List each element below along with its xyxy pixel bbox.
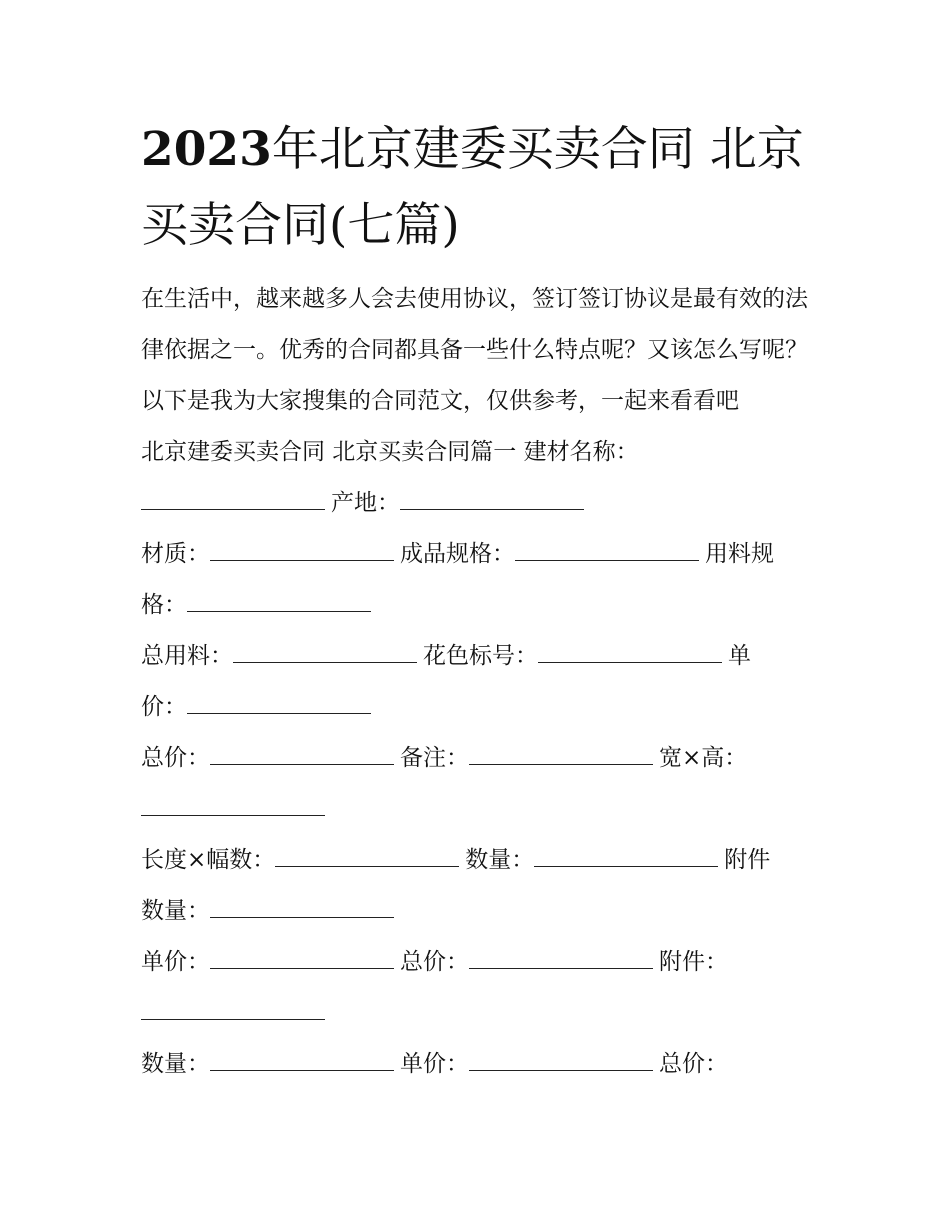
blank-line: [515, 559, 699, 561]
form-line-2: [141, 529, 813, 580]
label-total-price-3: 总价：: [659, 1051, 728, 1077]
label-attachment: 附件：: [659, 949, 728, 975]
label-attachment-qty-b: 数量：: [141, 898, 210, 924]
label-material-spec-b: 格：: [141, 592, 187, 618]
title-year: 2023: [141, 122, 272, 177]
title-text: 年北京建委买卖合同 北京买卖合同(七篇): [141, 122, 804, 253]
label-total-material: 总用料：: [141, 643, 233, 669]
label-unit-price-b: 价：: [141, 694, 187, 720]
blank-line: [210, 559, 394, 561]
label-color-code: 花色标号：: [423, 643, 538, 669]
blank-line: [233, 661, 417, 663]
label-product-spec: 成品规格：: [400, 541, 515, 567]
blank-line: [469, 1069, 653, 1071]
blank-line: [400, 508, 584, 510]
form-line-3: [141, 580, 813, 631]
label-attachment-a: 附件: [724, 847, 771, 873]
form-line-1: [141, 478, 813, 529]
blank-line: [210, 916, 394, 918]
blank-line: [469, 763, 653, 765]
label-unit-price-a: 单: [728, 643, 751, 669]
label-total-price-2: 总价：: [400, 949, 469, 975]
label-total-price: 总价：: [141, 745, 210, 771]
label-width-height: 宽×高：: [659, 745, 748, 771]
label-origin: 产地：: [331, 490, 400, 516]
label-quantity: 数量：: [465, 847, 535, 873]
blank-line: [534, 865, 718, 867]
label-material-spec-a: 用料规: [705, 541, 774, 567]
blank-line: [141, 508, 325, 510]
blank-line: [210, 1069, 394, 1071]
section-heading: 北京建委买卖合同 北京买卖合同篇一 建材名称：: [141, 439, 639, 465]
form-line-10: [141, 937, 813, 988]
label-unit-price-2: 单价：: [400, 1051, 469, 1077]
document-title: [141, 112, 813, 264]
label-remarks: 备注：: [400, 745, 469, 771]
form-line-4: [141, 631, 813, 682]
blank-line: [469, 967, 653, 969]
form-line-12: [141, 1039, 813, 1090]
form-line-11: [141, 988, 813, 1039]
label-unit-price: 单价：: [141, 949, 210, 975]
blank-line: [141, 1018, 325, 1020]
blank-line: [187, 712, 371, 714]
label-material: 材质：: [141, 541, 210, 567]
form-line-7: [141, 784, 813, 835]
document-page: [141, 112, 813, 1090]
blank-line: [275, 865, 459, 867]
blank-line: [141, 814, 325, 816]
blank-line: [187, 610, 371, 612]
blank-line: [210, 967, 394, 969]
label-length-width: 长度×幅数：: [141, 847, 276, 873]
blank-line: [538, 661, 722, 663]
blank-line: [210, 763, 394, 765]
form-line-9: [141, 886, 813, 937]
intro-paragraph: 在生活中，越来越多人会去使用协议，签订签订协议是最有效的法律依据之一。优秀的合同都具备一些什么特点呢？又该怎么写呢？以下是我为大家搜集的合同范文，仅供参考，一起来看看吧: [141, 286, 808, 414]
label-quantity-2: 数量：: [141, 1051, 210, 1077]
form-line-6: [141, 733, 813, 784]
form-line-5: [141, 682, 813, 733]
form-line-8: [141, 835, 813, 886]
